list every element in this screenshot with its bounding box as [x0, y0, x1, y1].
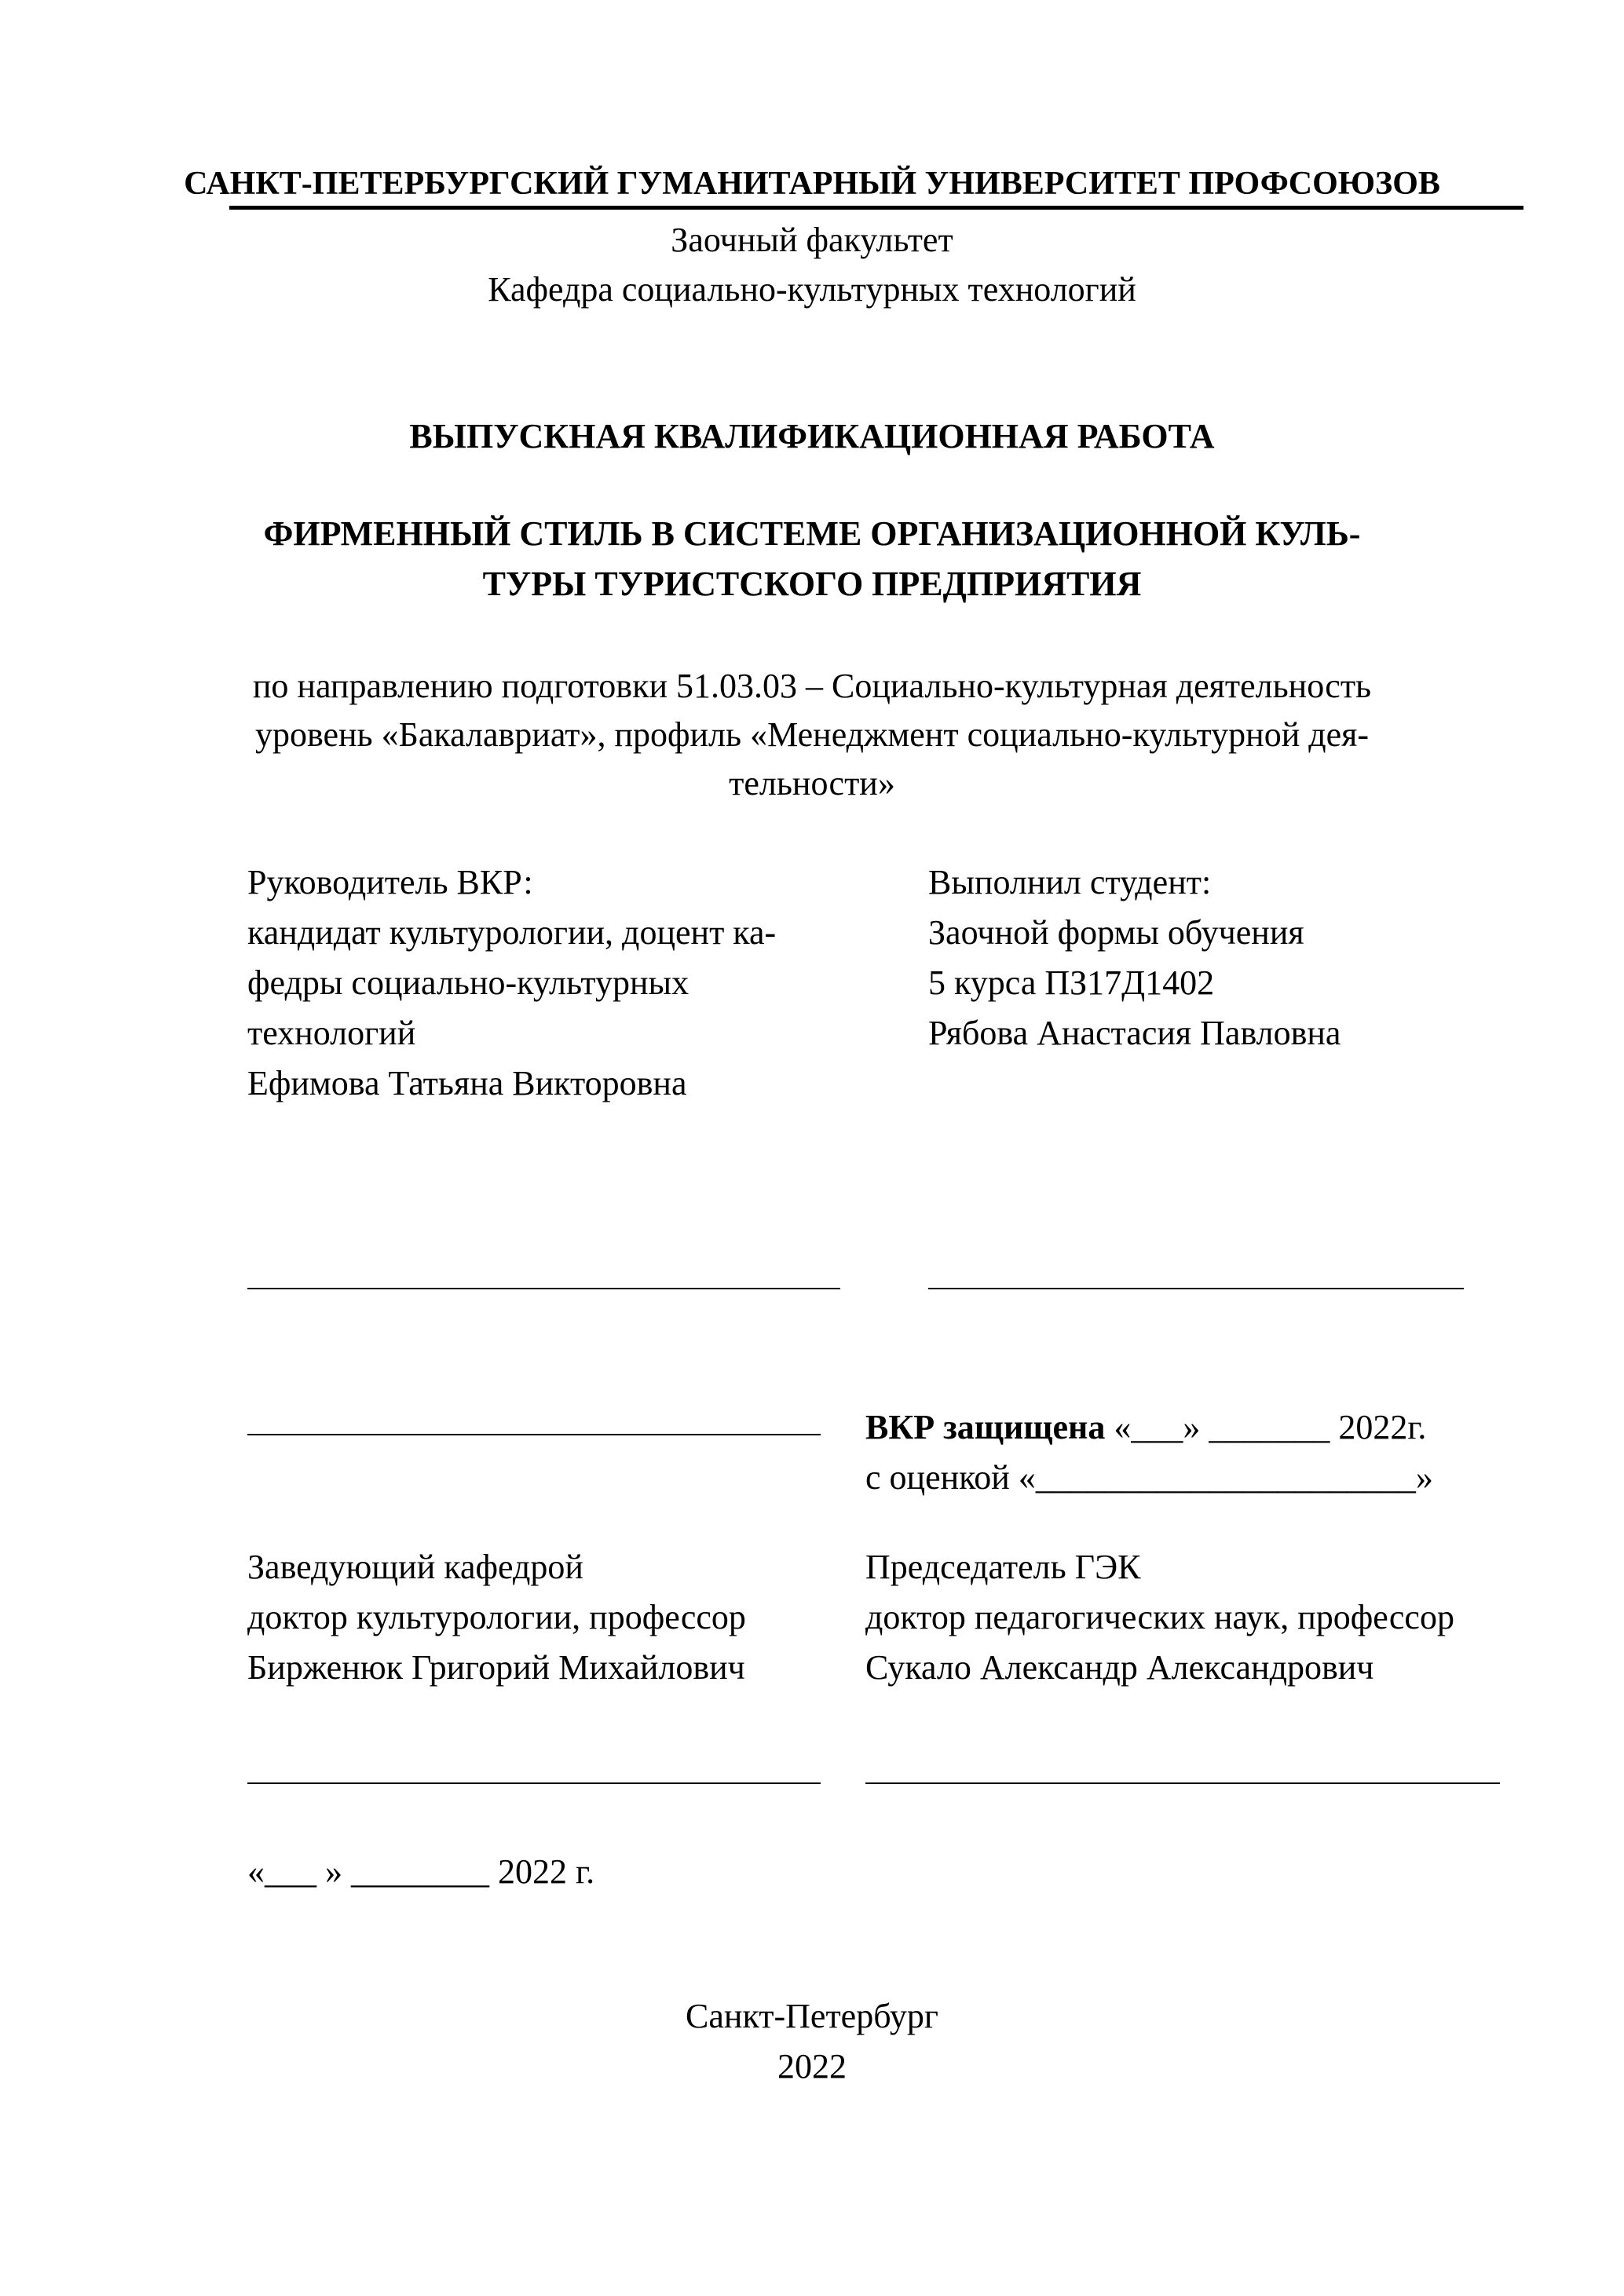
- supervisor-name: Ефимова Татьяна Викторовна: [247, 1064, 687, 1102]
- title-line-1: ФИРМЕННЫЙ СТИЛЬ В СИСТЕМЕ ОРГАНИЗАЦИОННОЙ КУЛЬ-: [263, 514, 1361, 553]
- student-study-form: Заочной формы обучения: [928, 913, 1304, 952]
- defense-label: ВКР защищена: [865, 1408, 1106, 1446]
- work-type: ВЫПУСКНАЯ КВАЛИФИКАЦИОННАЯ РАБОТА: [409, 417, 1215, 455]
- department-name: Кафедра социально-культурных технологий: [488, 270, 1136, 309]
- supervisor-signature-line: [247, 1288, 840, 1289]
- defense-signature-line: [247, 1434, 821, 1435]
- supervisor-degree: кандидат культурологии, доцент ка-: [247, 913, 777, 952]
- city: Санкт-Петербург: [686, 1997, 938, 2035]
- faculty-name: Заочный факультет: [671, 221, 953, 259]
- head-signature-line: [247, 1782, 821, 1784]
- defense-date: [865, 1402, 1426, 1453]
- title-line-2: ТУРЫ ТУРИСТСКОГО ПРЕДПРИЯТИЯ: [482, 565, 1142, 603]
- header-rule: [229, 206, 1523, 210]
- direction-line-1: по направлению подготовки 51.03.03 – Социально-культурная деятельность: [252, 667, 1372, 705]
- student-name: Рябова Анастасия Павловна: [928, 1014, 1341, 1052]
- gek-degree: доктор педагогических наук, профессор: [865, 1598, 1454, 1636]
- gek-name: Сукало Александр Александрович: [865, 1648, 1374, 1687]
- direction-line-2: уровень «Бакалавриат», профиль «Менеджмент социально-культурной дея-: [254, 715, 1370, 754]
- head-name: Бирженюк Григорий Михайлович: [247, 1648, 745, 1687]
- year: 2022: [777, 2047, 847, 2086]
- gek-title: Председатель ГЭК: [865, 1548, 1141, 1586]
- gek-signature-line: [865, 1782, 1500, 1784]
- student-signature-line: [928, 1288, 1464, 1289]
- student-group: 5 курса ПЗ17Д1402: [928, 963, 1215, 1002]
- head-degree: доктор культурологии, профессор: [247, 1598, 746, 1636]
- defense-grade: с оценкой «______________________»: [865, 1458, 1433, 1497]
- supervisor-label: Руководитель ВКР:: [247, 863, 533, 901]
- student-label: Выполнил студент:: [928, 863, 1212, 901]
- defense-date-text: «___» _______ 2022г.: [1105, 1408, 1427, 1446]
- head-title: Заведующий кафедрой: [247, 1548, 583, 1586]
- university-name: САНКТ-ПЕТЕРБУРГСКИЙ ГУМАНИТАРНЫЙ УНИВЕРСИТЕТ ПРОФСОЮЗОВ: [184, 166, 1440, 202]
- direction-line-3: тельности»: [729, 764, 895, 803]
- approval-date: «___ » ________ 2022 г.: [247, 1852, 595, 1891]
- supervisor-department: федры социально-культурных: [247, 963, 689, 1002]
- supervisor-department-cont: технологий: [247, 1014, 416, 1052]
